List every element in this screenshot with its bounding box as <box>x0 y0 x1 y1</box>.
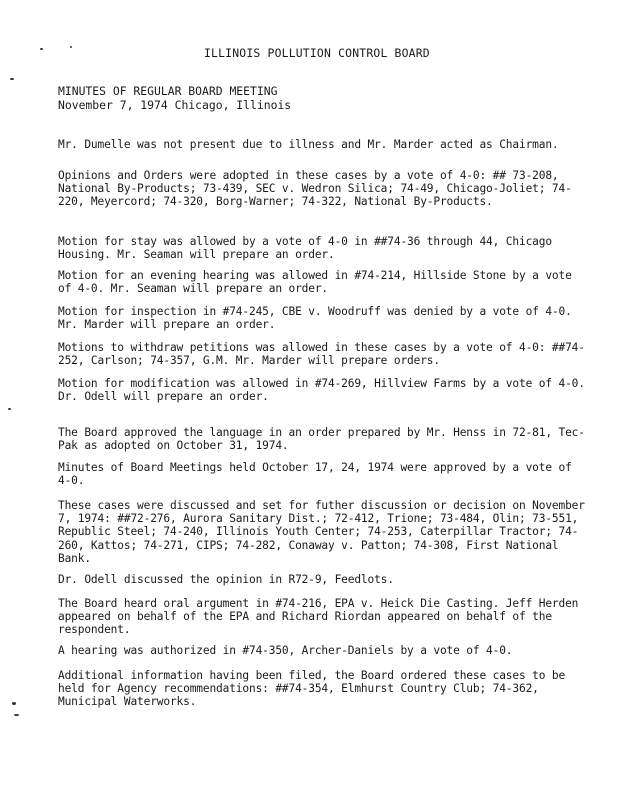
paragraph-text: The Board heard oral argument in #74-216, EPA v. Heick Die Casting. Jeff Herden appeared on behalf of the EPA and Richard Riordan appeared on behalf of the respondent. <box>58 597 579 637</box>
paragraph-12 <box>58 597 588 637</box>
paragraph-text: Motion for modification was allowed in #74-269, Hillview Farms by a vote of 4-0. Dr. Odell will prepare an order. <box>58 377 585 404</box>
paragraph-10 <box>58 499 588 565</box>
paragraph-text: Motion for an evening hearing was allowed in #74-214, Hillside Stone by a vote of 4-0. Mr. Seaman will prepare an order. <box>58 269 572 296</box>
paragraph-9 <box>58 461 588 487</box>
paragraph-text: A hearing was authorized in #74-350, Archer-Daniels by a vote of 4-0. <box>58 644 513 657</box>
paragraph-8 <box>58 426 588 452</box>
paragraph-5 <box>58 305 588 331</box>
paragraph-text: Dr. Odell discussed the opinion in R72-9, Feedlots. <box>58 573 394 586</box>
heading-line-1: MINUTES OF REGULAR BOARD MEETING <box>58 84 278 98</box>
scan-speck <box>40 48 43 50</box>
paragraph-1 <box>58 138 588 151</box>
paragraph-text: These cases were discussed and set for futher discussion or decision on November 7, 1974: ##72-276, Aurora Sanitary Dist.; 72-412, Trione; 73-484, Olin; 73-551, Republic Steel; 74-240, Illinois Youth Center; 74-253, Caterpillar Tractor; 74-260, Kattos; 74-271, CIPS; 74-282, Conaway v. Patton; 74-308, First National Bank. <box>58 499 585 565</box>
heading-line-2: November 7, 1974 Chicago, Illinois <box>58 98 292 112</box>
paragraph-text: The Board approved the language in an order prepared by Mr. Henss in 72-81, Tec-Pak as adopted on October 31, 1974. <box>58 426 585 453</box>
scan-speck <box>10 78 14 80</box>
paragraph-text: Mr. Dumelle was not present due to illness and Mr. Marder acted as Chairman. <box>58 138 559 151</box>
paragraph-2 <box>58 169 588 209</box>
paragraph-13 <box>58 644 588 657</box>
paragraph-text: Motion for inspection in #74-245, CBE v. Woodruff was denied by a vote of 4-0. Mr. Marder will prepare an order. <box>58 305 572 332</box>
paragraph-text: Opinions and Orders were adopted in these cases by a vote of 4-0: ## 73-208, National By-Products; 73-439, SEC v. Wedron Silica; 74-49, Chicago-Joliet; 74-220, Meyercord; 74-320, Borg-Warner; 74-322, National By-Products. <box>58 169 572 209</box>
paragraph-3 <box>58 235 588 261</box>
paragraph-text: Minutes of Board Meetings held October 17, 24, 1974 were approved by a vote of 4-0. <box>58 461 572 488</box>
scan-speck <box>70 46 72 48</box>
scan-speck <box>14 714 19 716</box>
scan-speck <box>12 702 16 705</box>
paragraph-14 <box>58 669 588 709</box>
paragraph-text: Motion for stay was allowed by a vote of 4-0 in ##74-36 through 44, Chicago Housing. Mr. Seaman will prepare an order. <box>58 235 552 262</box>
paragraph-text: Additional information having been filed, the Board ordered these cases to be held for Agency recommendations: ##74-354, Elmhurst Country Club; 74-362, Municipal Waterworks. <box>58 669 566 709</box>
paragraph-4 <box>58 269 588 295</box>
paragraph-text: Motions to withdraw petitions was allowed in these cases by a vote of 4-0: ##74-252, Carlson; 74-357, G.M. Mr. Marder will prepare orders. <box>58 341 585 368</box>
paragraph-7 <box>58 377 588 403</box>
paragraph-11 <box>58 573 588 586</box>
scan-speck <box>8 408 11 410</box>
paragraph-6 <box>58 341 588 367</box>
document-title: ILLINOIS POLLUTION CONTROL BOARD <box>204 46 430 60</box>
meeting-heading <box>58 84 291 112</box>
